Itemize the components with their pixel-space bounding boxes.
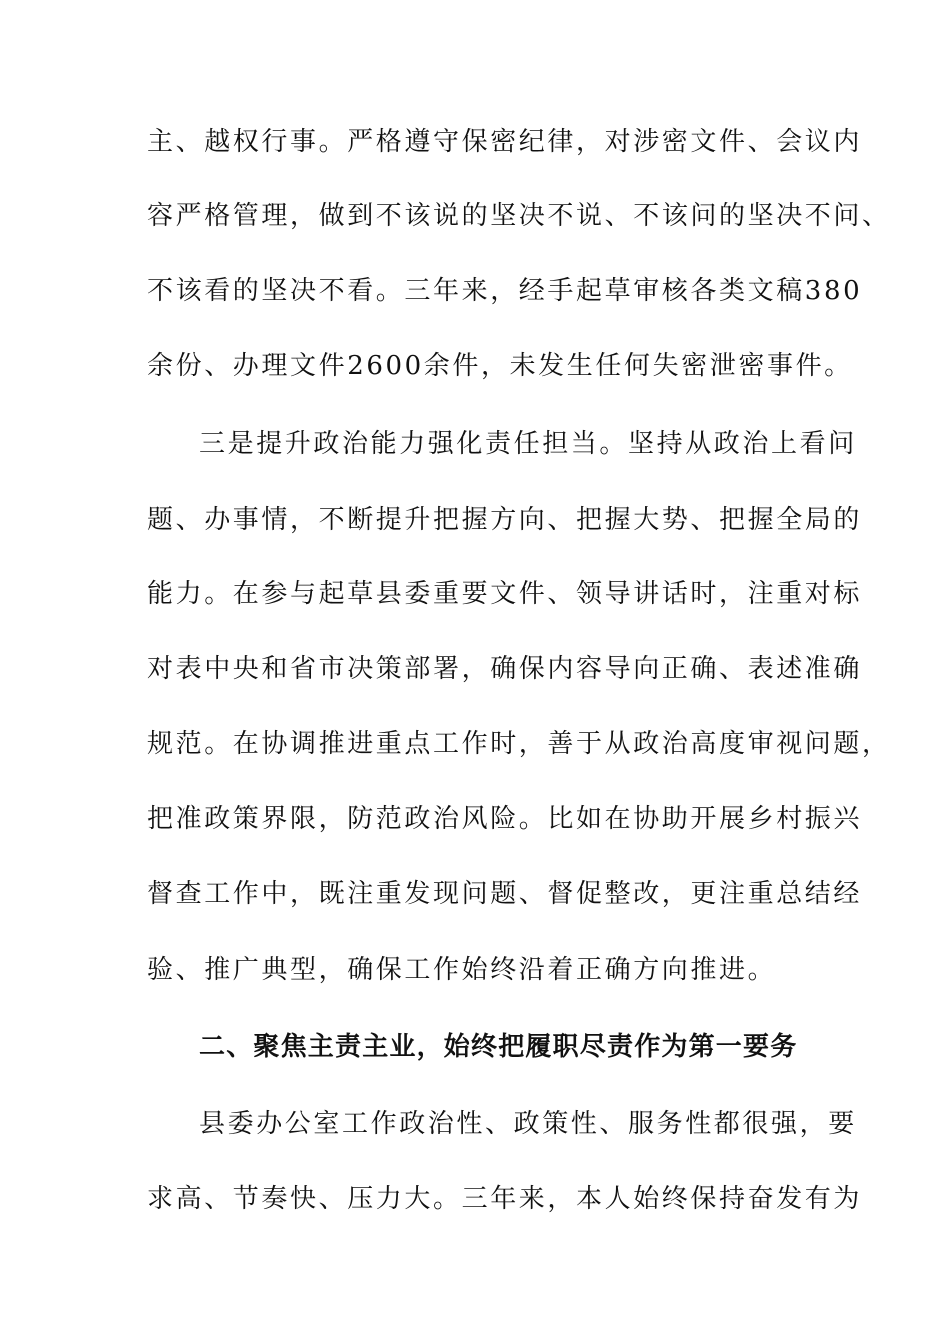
paragraph-line: 督查工作中，既注重发现问题、督促整改，更注重总结经 bbox=[147, 879, 863, 909]
paragraph-line: 容严格管理，做到不该说的坚决不说、不该问的坚决不问、 bbox=[147, 201, 891, 231]
paragraph-line: 验、推广典型，确保工作始终沿着正确方向推进。 bbox=[147, 955, 777, 985]
paragraph-line: 不该看的坚决不看。三年来，经手起草审核各类文稿380 bbox=[147, 276, 863, 306]
paragraph-line: 主、越权行事。严格遵守保密纪律，对涉密文件、会议内 bbox=[147, 127, 863, 157]
paragraph-line: 能力。在参与起草县委重要文件、领导讲话时，注重对标 bbox=[147, 579, 863, 609]
paragraph-line: 三是提升政治能力强化责任担当。坚持从政治上看问 bbox=[199, 429, 857, 459]
paragraph-line: 题、办事情，不断提升把握方向、把握大势、把握全局的 bbox=[147, 505, 863, 535]
paragraph-line: 余份、办理文件2600余件，未发生任何失密泄密事件。 bbox=[147, 351, 853, 381]
paragraph-line: 对表中央和省市决策部署，确保内容导向正确、表述准确 bbox=[147, 654, 863, 684]
paragraph-line: 规范。在协调推进重点工作时，善于从政治高度审视问题， bbox=[147, 729, 891, 759]
paragraph-line: 县委办公室工作政治性、政策性、服务性都很强，要 bbox=[199, 1109, 857, 1139]
paragraph-line: 把准政策界限，防范政治风险。比如在协助开展乡村振兴 bbox=[147, 804, 863, 834]
section-heading: 二、聚焦主责主业，始终把履职尽责作为第一要务 bbox=[199, 1032, 798, 1062]
paragraph-line: 求高、节奏快、压力大。三年来，本人始终保持奋发有为 bbox=[147, 1184, 863, 1214]
